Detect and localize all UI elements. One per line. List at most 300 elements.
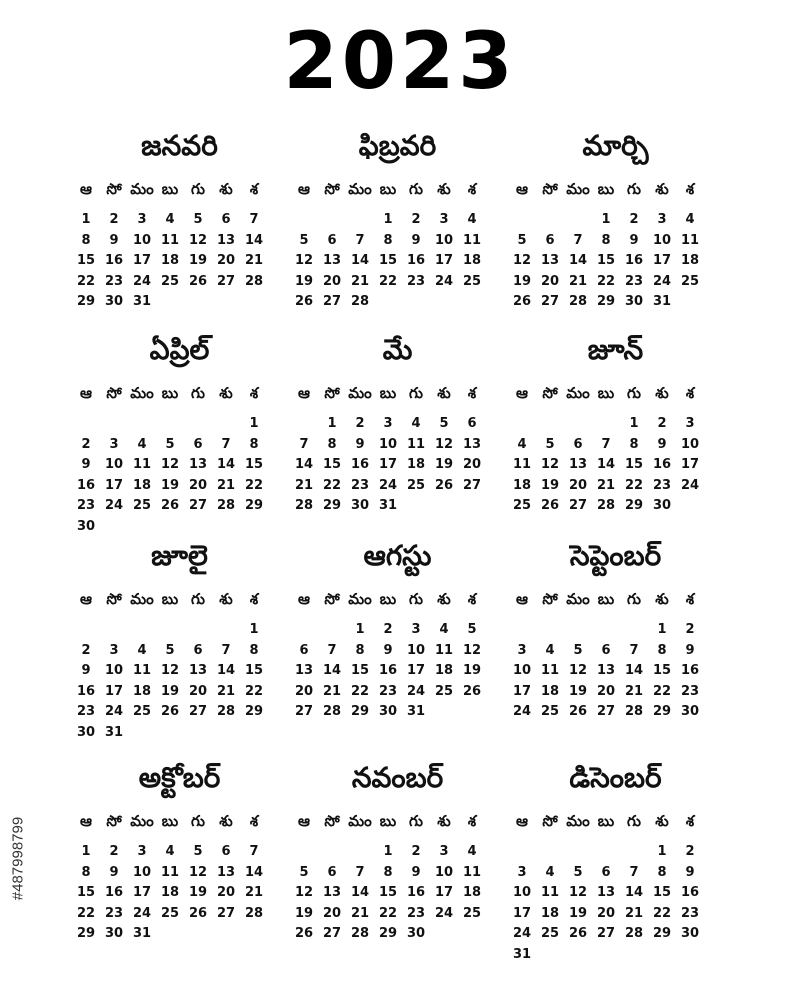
day-cell: 11 (540, 663, 560, 678)
day-cell: 14 (350, 885, 370, 900)
day-cell: 27 (596, 704, 616, 719)
day-cell: 15 (76, 885, 96, 900)
day-cell: 23 (350, 477, 370, 493)
day-cell: 5 (545, 436, 555, 452)
day-cell: 13 (462, 436, 482, 452)
month-name: డిసెంబర్ (569, 761, 662, 794)
weekday-label: ఆ (298, 384, 310, 402)
weekday-label: శ (249, 590, 259, 608)
weekday-header (72, 382, 268, 404)
day-empty (508, 414, 536, 435)
day-cell: 9 (657, 436, 667, 452)
weekday-label: ఆ (516, 384, 528, 402)
month-name: మే (382, 333, 413, 366)
day-cell: 6 (601, 642, 611, 658)
day-cell: 10 (406, 642, 426, 658)
day-cell: 3 (517, 864, 527, 880)
weekday-label: మం (348, 180, 372, 198)
day-cell: 20 (462, 457, 482, 472)
month-block (290, 538, 505, 750)
day-cell: 15 (322, 457, 342, 472)
day-cell: 15 (378, 253, 398, 268)
weekday-label: గు (409, 384, 423, 402)
day-cell: 9 (685, 642, 695, 658)
weekday-label: బు (379, 180, 397, 198)
day-cell: 7 (355, 232, 365, 248)
day-cell: 4 (517, 436, 527, 452)
day-cell: 5 (193, 212, 203, 227)
day-cell: 25 (680, 273, 700, 289)
day-cell: 21 (624, 905, 644, 921)
day-cell: 19 (294, 905, 314, 921)
day-cell: 20 (188, 477, 208, 493)
day-cell: 15 (652, 663, 672, 678)
month-name: సెప్టెంబర్ (569, 539, 662, 572)
weekday-label: ఆ (80, 590, 92, 608)
day-cell: 4 (467, 844, 477, 859)
day-cell: 9 (81, 663, 91, 678)
day-cell: 29 (378, 926, 398, 941)
month-block (290, 128, 505, 340)
day-cell: 28 (350, 294, 370, 309)
day-cell: 12 (188, 864, 208, 880)
day-cell: 3 (137, 844, 147, 859)
day-cell: 23 (378, 683, 398, 699)
weekday-label: శ (467, 590, 477, 608)
weekday-label: శు (655, 180, 669, 198)
day-cell: 8 (383, 864, 393, 880)
day-cell: 25 (160, 273, 180, 289)
day-cell: 10 (104, 457, 124, 472)
day-cell: 27 (188, 498, 208, 513)
day-cell: 20 (322, 273, 342, 289)
day-cell: 7 (629, 864, 639, 880)
day-cell: 5 (439, 416, 449, 431)
day-cell: 21 (322, 683, 342, 699)
day-cell: 13 (596, 663, 616, 678)
day-cell: 23 (76, 704, 96, 719)
day-cell: 1 (249, 622, 259, 637)
day-cell: 8 (629, 436, 639, 452)
month-block (508, 332, 723, 544)
day-cell: 4 (545, 642, 555, 658)
weekday-label: శు (437, 590, 451, 608)
day-cell: 30 (104, 926, 124, 941)
day-cell: 10 (104, 663, 124, 678)
weekday-header (508, 810, 704, 832)
month-name: ఆగస్టు (363, 539, 432, 572)
day-grid (290, 842, 486, 945)
weekday-label: శు (437, 384, 451, 402)
day-cell: 3 (109, 436, 119, 452)
day-cell: 17 (434, 885, 454, 900)
day-empty (620, 620, 648, 641)
day-cell: 19 (462, 663, 482, 678)
day-cell: 8 (249, 436, 259, 452)
day-cell: 17 (406, 663, 426, 678)
day-empty (536, 414, 564, 435)
weekday-label: శ (685, 590, 695, 608)
day-cell: 13 (188, 663, 208, 678)
day-empty (564, 210, 592, 231)
day-cell: 19 (188, 885, 208, 900)
day-cell: 4 (165, 212, 175, 227)
day-cell: 9 (109, 232, 119, 248)
day-empty (346, 210, 374, 231)
day-cell: 2 (685, 622, 695, 637)
day-cell: 12 (568, 663, 588, 678)
day-grid (290, 620, 486, 723)
weekday-label: సో (542, 812, 558, 830)
day-cell: 25 (462, 905, 482, 921)
day-cell: 21 (294, 477, 314, 493)
day-cell: 14 (244, 864, 264, 880)
day-cell: 23 (104, 273, 124, 289)
weekday-label: మం (130, 590, 154, 608)
day-cell: 22 (350, 683, 370, 699)
weekday-header (290, 178, 486, 200)
day-cell: 21 (624, 683, 644, 699)
day-cell: 18 (160, 253, 180, 268)
day-cell: 2 (355, 416, 365, 431)
weekday-label: గు (409, 590, 423, 608)
weekday-label: బు (379, 384, 397, 402)
day-cell: 26 (160, 498, 180, 513)
month-block (72, 538, 287, 750)
day-cell: 28 (322, 704, 342, 719)
weekday-label: శు (437, 180, 451, 198)
month-name: జనవరి (141, 129, 218, 162)
day-cell: 19 (434, 457, 454, 472)
day-cell: 27 (322, 294, 342, 309)
day-cell: 26 (462, 683, 482, 699)
day-cell: 20 (322, 905, 342, 921)
day-cell: 21 (216, 683, 236, 699)
day-cell: 15 (652, 885, 672, 900)
day-cell: 3 (439, 212, 449, 227)
day-empty (564, 414, 592, 435)
day-cell: 11 (132, 457, 152, 472)
weekday-label: మం (348, 812, 372, 830)
day-cell: 3 (657, 212, 667, 227)
day-cell: 4 (411, 416, 421, 431)
day-cell: 19 (294, 273, 314, 289)
day-cell: 9 (685, 864, 695, 880)
day-cell: 3 (109, 642, 119, 658)
weekday-label: సో (324, 180, 340, 198)
weekday-label: శు (219, 812, 233, 830)
weekday-label: మం (348, 590, 372, 608)
day-cell: 29 (652, 704, 672, 719)
day-cell: 28 (244, 273, 264, 289)
day-cell: 16 (104, 885, 124, 900)
day-cell: 21 (244, 885, 264, 900)
weekday-label: శ (249, 180, 259, 198)
day-cell: 2 (657, 416, 667, 431)
day-cell: 10 (512, 885, 532, 900)
day-cell: 26 (294, 294, 314, 309)
day-cell: 2 (411, 212, 421, 227)
day-cell: 24 (652, 273, 672, 289)
day-cell: 1 (355, 622, 365, 637)
day-cell: 30 (624, 294, 644, 309)
day-cell: 5 (299, 232, 309, 248)
weekday-label: శు (655, 590, 669, 608)
weekday-header (72, 178, 268, 200)
weekday-label: శు (655, 384, 669, 402)
day-cell: 30 (104, 294, 124, 309)
day-cell: 12 (568, 885, 588, 900)
weekday-header (290, 382, 486, 404)
day-cell: 8 (657, 864, 667, 880)
day-cell: 25 (160, 905, 180, 921)
month-name: నవంబర్ (351, 761, 444, 794)
day-cell: 24 (434, 905, 454, 921)
day-empty (156, 414, 184, 435)
day-cell: 17 (378, 457, 398, 472)
day-cell: 10 (132, 864, 152, 880)
day-cell: 29 (596, 294, 616, 309)
day-cell: 31 (652, 294, 672, 309)
day-cell: 29 (350, 704, 370, 719)
day-cell: 21 (568, 273, 588, 289)
day-cell: 31 (378, 498, 398, 513)
day-empty (508, 210, 536, 231)
day-cell: 17 (104, 683, 124, 699)
day-cell: 24 (378, 477, 398, 493)
day-cell: 5 (165, 436, 175, 452)
weekday-label: ఆ (80, 384, 92, 402)
day-cell: 29 (624, 498, 644, 513)
day-cell: 28 (350, 926, 370, 941)
day-cell: 22 (652, 683, 672, 699)
day-cell: 14 (244, 232, 264, 248)
weekday-label: శ (467, 180, 477, 198)
day-cell: 4 (137, 436, 147, 452)
day-cell: 4 (137, 642, 147, 658)
weekday-label: గు (191, 180, 205, 198)
day-empty (592, 620, 620, 641)
day-cell: 23 (680, 683, 700, 699)
day-cell: 30 (652, 498, 672, 513)
month-block (72, 760, 287, 972)
day-empty (72, 414, 100, 435)
weekday-label: గు (627, 812, 641, 830)
weekday-label: శు (219, 590, 233, 608)
day-cell: 10 (680, 436, 700, 452)
day-cell: 7 (299, 436, 309, 452)
day-cell: 22 (596, 273, 616, 289)
day-cell: 17 (104, 477, 124, 493)
day-cell: 31 (132, 926, 152, 941)
day-cell: 31 (132, 294, 152, 309)
day-cell: 17 (132, 885, 152, 900)
day-empty (184, 620, 212, 641)
day-empty (508, 842, 536, 863)
day-empty (564, 842, 592, 863)
day-cell: 23 (104, 905, 124, 921)
weekday-label: మం (348, 384, 372, 402)
weekday-label: సో (324, 590, 340, 608)
day-grid (508, 414, 704, 517)
day-cell: 29 (244, 498, 264, 513)
day-cell: 15 (244, 457, 264, 472)
day-empty (592, 842, 620, 863)
day-cell: 10 (378, 436, 398, 452)
day-cell: 5 (193, 844, 203, 859)
day-cell: 27 (216, 273, 236, 289)
day-cell: 25 (540, 926, 560, 941)
month-block (72, 128, 287, 340)
day-cell: 20 (216, 885, 236, 900)
day-cell: 19 (512, 273, 532, 289)
weekday-header (290, 588, 486, 610)
day-cell: 30 (406, 926, 426, 941)
day-empty (564, 620, 592, 641)
day-cell: 6 (573, 436, 583, 452)
day-cell: 7 (601, 436, 611, 452)
day-cell: 29 (76, 294, 96, 309)
day-cell: 24 (512, 926, 532, 941)
day-cell: 25 (462, 273, 482, 289)
day-empty (346, 842, 374, 863)
day-cell: 2 (109, 844, 119, 859)
day-cell: 22 (378, 905, 398, 921)
weekday-label: గు (627, 180, 641, 198)
day-cell: 20 (294, 683, 314, 699)
day-cell: 5 (467, 622, 477, 637)
weekday-header (508, 178, 704, 200)
year-title: 2023 (283, 17, 517, 107)
day-cell: 19 (160, 683, 180, 699)
day-cell: 3 (411, 622, 421, 637)
day-cell: 6 (327, 864, 337, 880)
day-cell: 26 (160, 704, 180, 719)
day-cell: 27 (540, 294, 560, 309)
day-cell: 24 (132, 273, 152, 289)
day-cell: 26 (568, 926, 588, 941)
day-cell: 11 (462, 864, 482, 880)
day-cell: 7 (221, 436, 231, 452)
day-cell: 24 (406, 683, 426, 699)
weekday-label: గు (191, 590, 205, 608)
day-cell: 28 (216, 704, 236, 719)
weekday-header (72, 588, 268, 610)
day-cell: 13 (568, 457, 588, 472)
day-cell: 8 (81, 232, 91, 248)
day-cell: 30 (680, 704, 700, 719)
day-cell: 25 (434, 683, 454, 699)
day-cell: 28 (596, 498, 616, 513)
month-block (508, 128, 723, 340)
day-cell: 23 (406, 273, 426, 289)
day-cell: 6 (221, 212, 231, 227)
month-block (72, 332, 287, 544)
day-cell: 28 (568, 294, 588, 309)
day-cell: 8 (657, 642, 667, 658)
day-cell: 12 (188, 232, 208, 248)
day-cell: 5 (573, 864, 583, 880)
day-cell: 9 (355, 436, 365, 452)
day-cell: 1 (249, 416, 259, 431)
day-cell: 8 (327, 436, 337, 452)
day-cell: 1 (657, 844, 667, 859)
day-cell: 7 (629, 642, 639, 658)
day-cell: 14 (216, 457, 236, 472)
day-cell: 16 (104, 253, 124, 268)
day-cell: 10 (434, 232, 454, 248)
day-cell: 10 (652, 232, 672, 248)
day-cell: 18 (434, 663, 454, 678)
day-cell: 27 (462, 477, 482, 493)
month-name: అక్టోబర్ (138, 761, 221, 794)
day-cell: 16 (350, 457, 370, 472)
day-cell: 15 (76, 253, 96, 268)
day-cell: 11 (406, 436, 426, 452)
weekday-label: బు (597, 384, 615, 402)
day-cell: 11 (160, 864, 180, 880)
day-cell: 22 (244, 683, 264, 699)
stock-id-text: #487998799 (9, 816, 27, 901)
day-cell: 14 (568, 253, 588, 268)
weekday-label: శు (219, 384, 233, 402)
stock-id-label (8, 760, 30, 960)
day-cell: 1 (81, 844, 91, 859)
day-cell: 3 (517, 642, 527, 658)
day-cell: 7 (221, 642, 231, 658)
day-cell: 20 (596, 683, 616, 699)
day-cell: 20 (188, 683, 208, 699)
day-cell: 9 (81, 457, 91, 472)
month-name: ఫిబ్రవరి (358, 129, 437, 162)
day-cell: 11 (540, 885, 560, 900)
day-cell: 18 (540, 683, 560, 699)
day-cell: 1 (327, 416, 337, 431)
weekday-label: మం (130, 384, 154, 402)
day-cell: 26 (434, 477, 454, 493)
day-cell: 17 (434, 253, 454, 268)
weekday-label: ఆ (516, 180, 528, 198)
weekday-header (508, 382, 704, 404)
day-cell: 18 (512, 477, 532, 493)
day-cell: 14 (624, 885, 644, 900)
day-grid (290, 210, 486, 313)
day-cell: 3 (439, 844, 449, 859)
day-cell: 28 (624, 926, 644, 941)
day-cell: 14 (322, 663, 342, 678)
day-cell: 20 (540, 273, 560, 289)
day-cell: 6 (601, 864, 611, 880)
day-cell: 29 (652, 926, 672, 941)
day-cell: 5 (299, 864, 309, 880)
weekday-label: బు (379, 590, 397, 608)
weekday-label: గు (191, 384, 205, 402)
day-cell: 6 (299, 642, 309, 658)
weekday-label: ఆ (298, 180, 310, 198)
day-cell: 22 (76, 273, 96, 289)
weekday-label: బు (379, 812, 397, 830)
day-cell: 26 (568, 704, 588, 719)
day-cell: 21 (244, 253, 264, 268)
weekday-label: బు (161, 812, 179, 830)
day-cell: 7 (573, 232, 583, 248)
weekday-label: ఆ (80, 812, 92, 830)
day-cell: 9 (383, 642, 393, 658)
day-cell: 2 (109, 212, 119, 227)
weekday-label: సో (106, 384, 122, 402)
day-cell: 18 (406, 457, 426, 472)
day-empty (290, 620, 318, 641)
